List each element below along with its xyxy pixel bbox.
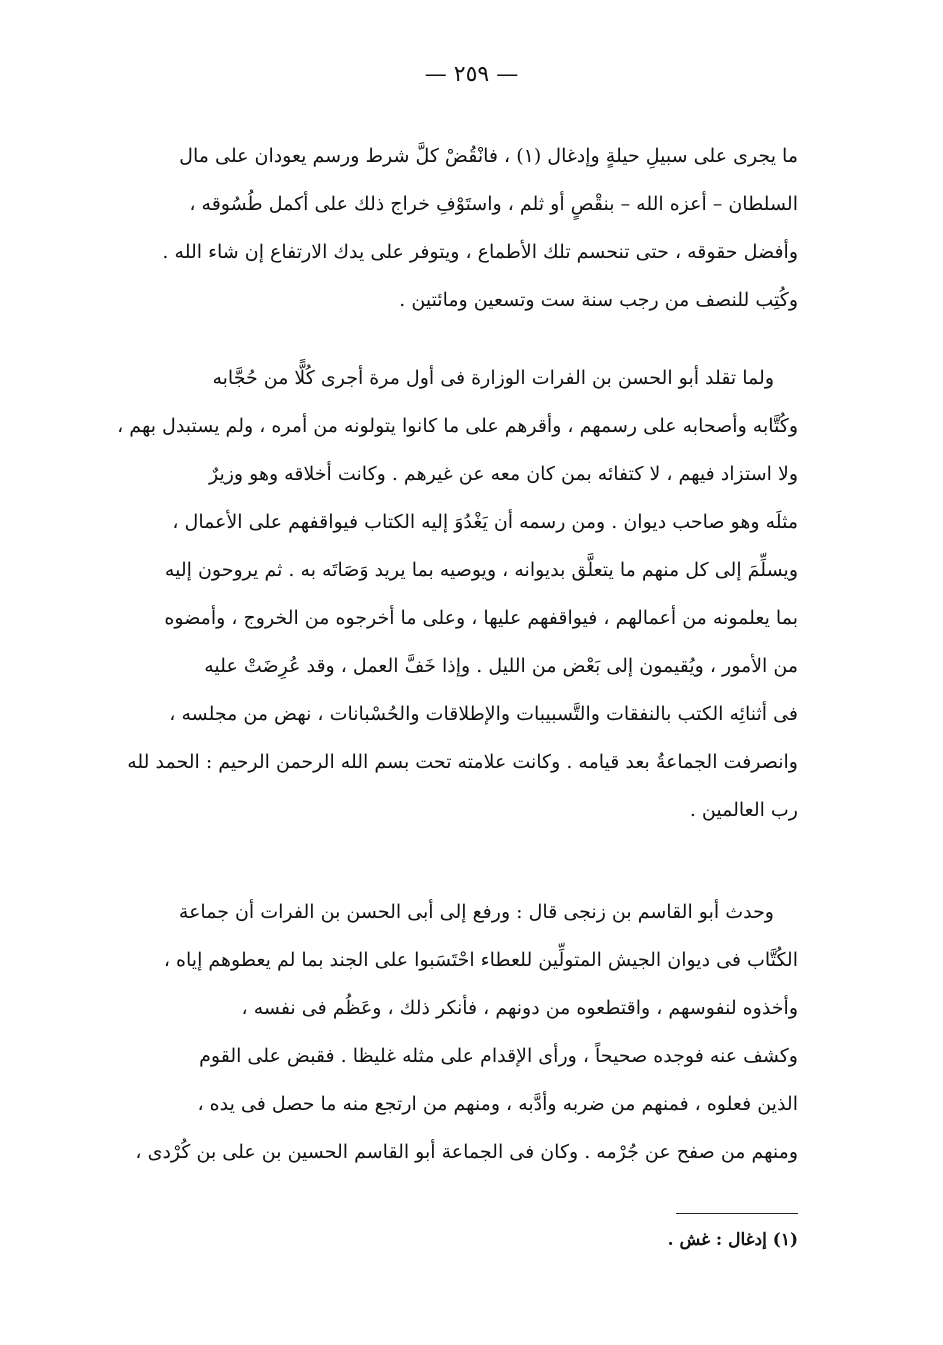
text-line: وكُتَّابه وأصحابه على رسمهم ، وأقرهم على ما كانوا يتولونه من أمره ، ولم يستبدل بهم ، bbox=[117, 415, 798, 437]
paragraph-1 bbox=[162, 132, 798, 324]
text-line: ومنهم من صفح عن جُرْمه . وكان فى الجماعة أبو القاسم الحسين بن على بن كُرْدى ، bbox=[135, 1141, 798, 1163]
text-line: وأخذوه لنفوسهم ، واقتطعوه من دونهم ، فأنكر ذلك ، وعَظُم فى نفسه ، bbox=[241, 997, 798, 1019]
footnote-divider bbox=[676, 1213, 798, 1214]
text-line: الكُتَّاب فى ديوان الجيش المتولِّين للعطاء احْتَسَبوا على الجند بما لم يعطوهم إياه ، bbox=[163, 949, 798, 971]
text-line: من الأمور ، ويُقيمون إلى بَعْض من الليل . وإذا خَفَّ العمل ، وقد عُرِضَتْ عليه bbox=[204, 655, 798, 677]
text-line: وأفضل حقوقه ، حتى تنحسم تلك الأطماع ، ويتوفر على يدك الارتفاع إن شاء الله . bbox=[162, 241, 798, 263]
text-line: ولما تقلد أبو الحسن بن الفرات الوزارة فى أول مرة أجرى كُلًّا من حُجَّابه bbox=[212, 367, 774, 389]
text-line: بما يعلمونه من أعمالهم ، فيواقفهم عليها ، وعلى ما أخرجوه من الخروج ، وأمضوه bbox=[164, 607, 798, 629]
page-number: — ٢٥٩ — bbox=[424, 62, 519, 87]
footnote: (١) إدغال : غش . bbox=[667, 1230, 798, 1250]
text-line: ولا استزاد فيهم ، لا كتفائه بمن كان معه عن غيرهم . وكانت أخلاقه وهو وزيرٌ bbox=[208, 463, 798, 485]
text-line: ما يجرى على سبيلِ حيلةٍ وإدغال (١) ، فانْقُضْ كلَّ شرط ورسم يعودان على مال bbox=[179, 145, 798, 167]
paragraph-2 bbox=[117, 354, 798, 834]
paragraph-3 bbox=[135, 888, 798, 1176]
text-line: ويسلِّمَ إلى كل منهم ما يتعلَّق بديوانه ، ويوصيه بما يريد وَصَاتَه به . ثم يروحون إليه bbox=[164, 559, 798, 581]
text-line: وكُتِب للنصف من رجب سنة ست وتسعين ومائتين . bbox=[399, 289, 798, 311]
text-line: فى أثنائِه الكتب بالنفقات والتَّسبيبات والإطلاقات والحُسْبانات ، نهض من مجلسه ، bbox=[169, 703, 798, 725]
text-line: وكشف عنه فوجده صحيحاً ، ورأى الإقدام على مثله غليظا . فقبض على القوم bbox=[199, 1045, 798, 1067]
text-line: مثلَه وهو صاحب ديوان . ومن رسمه أن يَغْدُوَ إليه الكتاب فيواقفهم على الأعمال ، bbox=[172, 511, 798, 533]
text-line: السلطان – أعزه الله – بنقْصٍ أو ثلم ، واستَوْفِ خراج ذلك على أكمل طُسُوقه ، bbox=[189, 193, 798, 215]
text-line: رب العالمين . bbox=[689, 799, 798, 821]
text-line: وحدث أبو القاسم بن زنجى قال : ورفع إلى أبى الحسن بن الفرات أن جماعة bbox=[178, 901, 774, 923]
text-line: الذين فعلوه ، فمنهم من ضربه وأدَّبه ، ومنهم من ارتجع منه ما حصل فى يده ، bbox=[197, 1093, 798, 1115]
text-line: وانصرفت الجماعةُ بعد قيامه . وكانت علامته تحت بسم الله الرحمن الرحيم : الحمد لله bbox=[127, 751, 798, 773]
